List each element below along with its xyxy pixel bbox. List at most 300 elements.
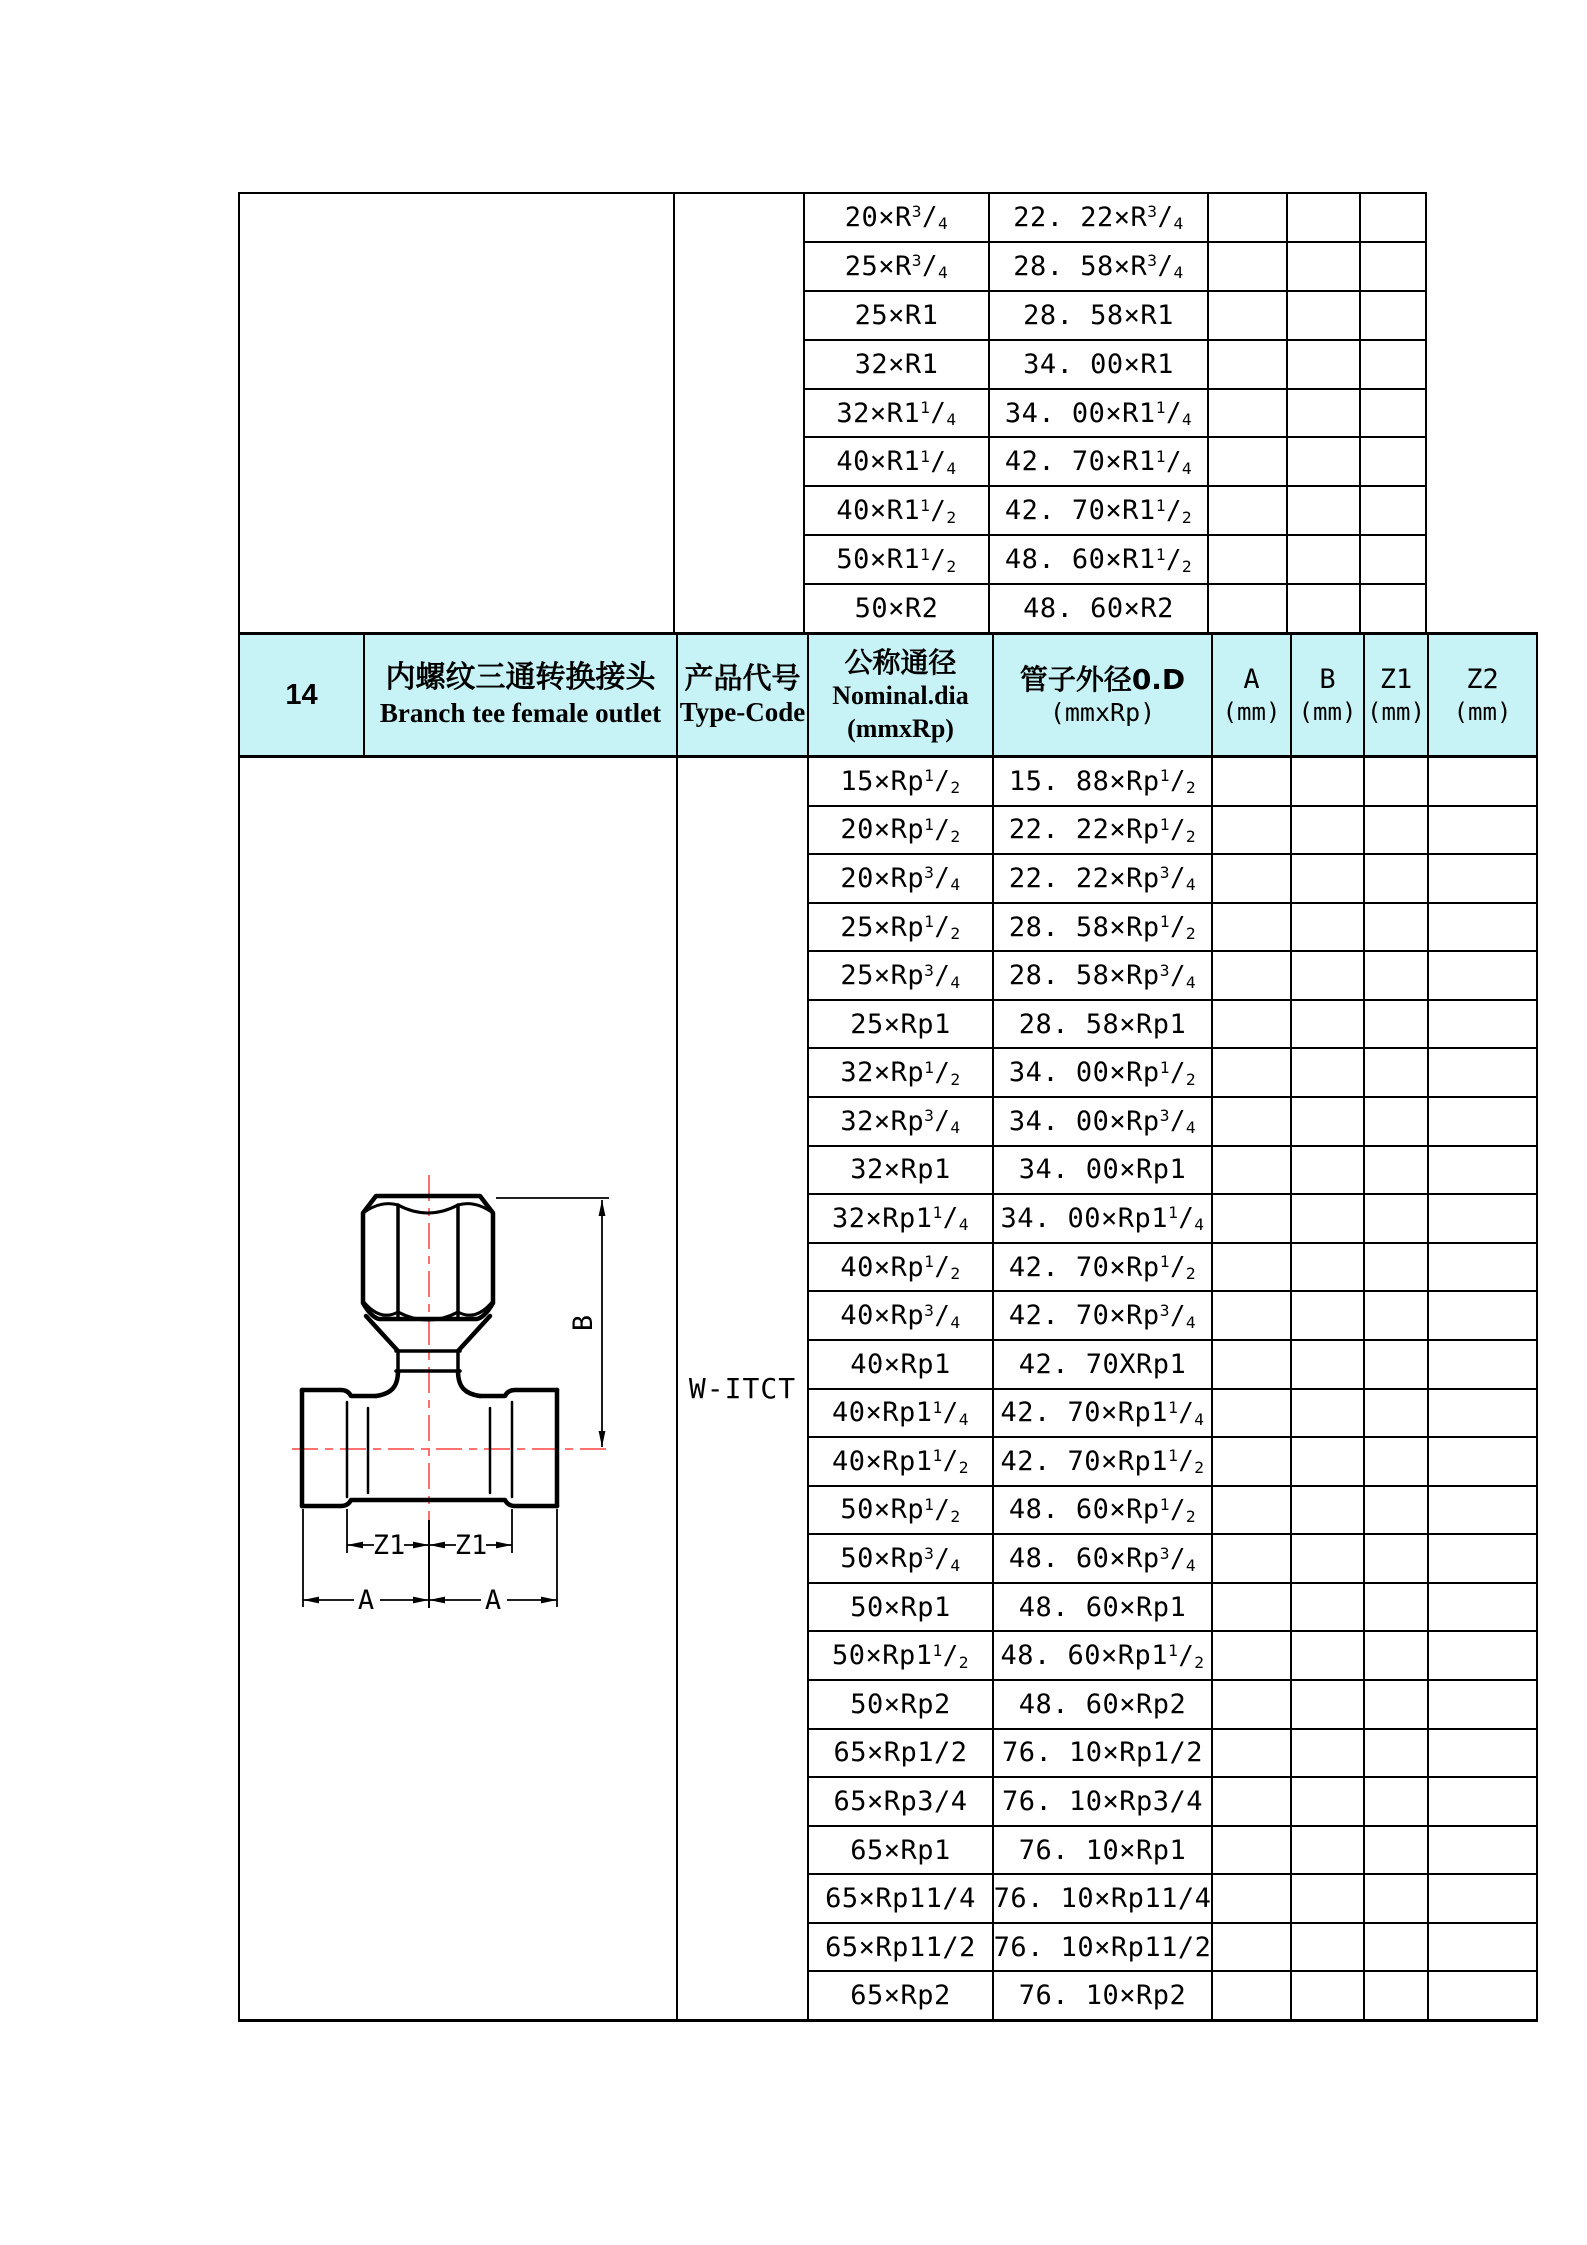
dim-b-cell: [1292, 1341, 1365, 1388]
table-row: [809, 1778, 1536, 1827]
od-cell: [994, 1778, 1213, 1825]
dim-z2-cell: [1429, 1341, 1536, 1388]
od-cell: [994, 1730, 1213, 1777]
dim-b-cell: [1288, 292, 1361, 339]
nominal-value: 65×Rp2: [850, 1980, 951, 2012]
dim-b-cell: [1288, 487, 1361, 534]
item-name-en: Branch tee female outlet: [379, 697, 662, 728]
od-cell: [994, 1632, 1213, 1679]
fraction: $^1/_4$: [932, 1203, 969, 1235]
nominal-cell: [809, 807, 994, 854]
dim-z1-cell: [1365, 1535, 1429, 1582]
nominal-value: 50×Rp2: [850, 1688, 951, 1720]
dim-b-cell: [1292, 1632, 1365, 1679]
od-value: 76. 10×Rp1: [1018, 1834, 1187, 1866]
nominal-cell: [809, 758, 994, 805]
item-name-cn: 内螺纹三通转换接头: [385, 660, 656, 696]
dim-b-cell: [1292, 1827, 1365, 1874]
col-b-header: B (mm): [1292, 635, 1365, 755]
table-row: [809, 1098, 1536, 1147]
fraction: $^3/_4$: [1159, 863, 1197, 895]
dim-z2-cell: [1429, 1535, 1536, 1582]
tee-fitting-drawing: [292, 1175, 622, 1620]
fraction: $^1/_2$: [924, 911, 961, 944]
fraction: $^1/_2$: [1155, 544, 1193, 576]
fraction: $^3/_4$: [924, 1543, 961, 1575]
od-value: 34. 00×Rp: [1008, 1057, 1160, 1089]
dim-z2-cell: [1429, 1487, 1536, 1534]
fraction: $^3/_4$: [924, 960, 961, 992]
nominal-value: 40×Rp1: [832, 1397, 933, 1429]
nominal-cell: [809, 1972, 994, 2019]
dim-z1-cell: [1365, 1147, 1429, 1194]
dim-a-cell: [1209, 585, 1288, 632]
dim-a-cell: [1213, 1487, 1292, 1534]
nominal-value: 32×Rp1: [832, 1202, 933, 1234]
nominal-value: 32×Rp: [840, 1105, 925, 1137]
dim-z1-cell: [1365, 1438, 1429, 1485]
od-cell: [994, 1584, 1213, 1631]
od-cell: [994, 1049, 1213, 1096]
od-cell: [990, 341, 1209, 388]
fraction: $^3/_4$: [1147, 202, 1184, 234]
nominal-value: 40×R1: [836, 495, 921, 527]
table-row: [805, 390, 1425, 439]
type-code-cell: W-ITCT: [678, 758, 809, 2019]
dim-z1-cell: [1365, 1972, 1429, 2019]
dim-z2-cell: [1429, 1390, 1536, 1437]
nominal-value: 32×R1: [836, 397, 921, 429]
od-value: 48. 60×Rp2: [1018, 1688, 1187, 1720]
nominal-value: 40×Rp1: [832, 1445, 933, 1477]
dim-z1-cell: [1361, 194, 1425, 241]
od-cell: [994, 807, 1213, 854]
typecode-header-cn: 产品代号: [684, 661, 801, 695]
od-cell: [994, 1487, 1213, 1534]
dim-z1-cell: [1365, 1487, 1429, 1534]
table-row: [809, 1049, 1536, 1098]
drawing-cell: [240, 758, 678, 2019]
fraction: $^1/_2$: [924, 814, 961, 846]
dim-b-cell: [1292, 1244, 1365, 1291]
fraction: $^1/_2$: [1168, 1640, 1205, 1672]
nominal-cell: [809, 1875, 994, 1922]
nominal-header-cn: 公称通径: [844, 646, 957, 679]
dim-label-a-left: A: [357, 1585, 375, 1616]
dim-b-cell: [1292, 1292, 1365, 1339]
dim-a-cell: [1213, 807, 1292, 854]
nominal-cell: [805, 536, 990, 583]
nominal-value: 20×Rp: [840, 862, 925, 894]
nominal-value: 50×R1: [836, 544, 921, 576]
od-value: 42. 70×Rp1: [1000, 1445, 1169, 1477]
dim-b-cell: [1292, 1098, 1365, 1145]
nominal-header-cell: [809, 635, 994, 755]
nominal-cell: [809, 1341, 994, 1388]
dim-a-cell: [1213, 1972, 1292, 2019]
od-value: 48. 60×R2: [1023, 593, 1174, 625]
fraction: $^1/_2$: [1168, 1446, 1205, 1478]
table-row: [809, 1875, 1536, 1924]
nominal-value: 65×Rp11/4: [825, 1883, 976, 1915]
dim-z1-cell: [1361, 390, 1425, 437]
od-cell: [994, 1438, 1213, 1485]
nominal-cell: [809, 1195, 994, 1242]
od-cell: [990, 292, 1209, 339]
dim-b-cell: [1288, 194, 1361, 241]
nominal-cell: [805, 487, 990, 534]
od-cell: [994, 1147, 1213, 1194]
table-row: [809, 1632, 1536, 1681]
dim-z1-cell: [1361, 292, 1425, 339]
od-cell: [990, 536, 1209, 583]
od-value: 34. 00×Rp1: [1000, 1202, 1169, 1234]
dim-z1-cell: [1365, 1778, 1429, 1825]
od-value: 42. 70×Rp: [1008, 1251, 1160, 1283]
dim-a-cell: [1213, 1341, 1292, 1388]
nominal-cell: [809, 1292, 994, 1339]
table-row: [809, 1001, 1536, 1050]
dim-z1-cell: [1361, 341, 1425, 388]
od-value: 76. 10×Rp11/4: [994, 1883, 1212, 1915]
dim-z2-cell: [1429, 807, 1536, 854]
dim-b-cell: [1288, 390, 1361, 437]
od-value: 34. 00×Rp1: [1018, 1154, 1187, 1186]
nominal-header-unit: (mmxRp): [847, 713, 954, 743]
nominal-cell: [805, 438, 990, 485]
dim-z2-cell: [1429, 1972, 1536, 2019]
od-value: 22. 22×Rp: [1008, 814, 1160, 846]
od-value: 15. 88×Rp: [1008, 765, 1160, 797]
table-row: [805, 585, 1425, 632]
dim-b-cell: [1292, 1535, 1365, 1582]
dim-a-cell: [1213, 1147, 1292, 1194]
dim-b-cell: [1288, 341, 1361, 388]
empty-typecode-cell: [675, 194, 805, 632]
od-header-cn: 管子外径0.D: [1019, 662, 1186, 696]
dim-z1-cell: [1365, 1341, 1429, 1388]
fraction: $^3/_4$: [1159, 1106, 1197, 1138]
nominal-cell: [809, 1778, 994, 1825]
dim-b-cell: [1288, 536, 1361, 583]
dim-z2-cell: [1429, 1924, 1536, 1971]
fraction: $^1/_2$: [1159, 911, 1197, 944]
typecode-header-en: Type-Code: [679, 697, 806, 728]
nominal-cell: [809, 1632, 994, 1679]
nominal-value: 25×R: [844, 250, 912, 282]
nominal-cell: [809, 1730, 994, 1777]
dim-z2-cell: [1429, 1681, 1536, 1728]
dim-z2-cell: [1429, 1001, 1536, 1048]
fraction: $^1/_2$: [1159, 1251, 1197, 1284]
fraction: $^1/_4$: [920, 446, 957, 478]
nominal-cell: [805, 390, 990, 437]
continuation-rows: [805, 194, 1425, 632]
fraction: $^1/_2$: [932, 1640, 969, 1672]
nominal-value: 20×Rp: [840, 814, 925, 846]
table-row: [809, 1827, 1536, 1876]
dim-a-cell: [1209, 487, 1288, 534]
dim-a-cell: [1213, 1390, 1292, 1437]
dim-z1-cell: [1365, 1875, 1429, 1922]
nominal-cell: [805, 292, 990, 339]
nominal-cell: [809, 1584, 994, 1631]
table-row: [809, 1681, 1536, 1730]
nominal-cell: [809, 1001, 994, 1048]
nominal-value: 40×Rp1: [850, 1348, 951, 1380]
fraction: $^1/_2$: [924, 1251, 961, 1284]
dim-z2-cell: [1429, 1827, 1536, 1874]
od-value: 28. 58×R1: [1023, 299, 1174, 331]
fraction: $^3/_4$: [1159, 1300, 1197, 1332]
dim-z1-cell: [1365, 952, 1429, 999]
nominal-value: 50×Rp: [840, 1543, 925, 1575]
od-value: 28. 58×R: [1013, 250, 1148, 282]
dim-z2-cell: [1429, 1632, 1536, 1679]
nominal-value: 65×Rp1: [850, 1834, 951, 1866]
fraction: $^1/_2$: [1159, 1057, 1197, 1089]
dim-a-cell: [1213, 1827, 1292, 1874]
nominal-cell: [809, 904, 994, 951]
dim-z2-cell: [1429, 1098, 1536, 1145]
dim-b-cell: [1292, 758, 1365, 805]
fraction: $^1/_2$: [924, 1057, 961, 1089]
dim-z1-cell: [1361, 243, 1425, 290]
dim-z2-cell: [1429, 1778, 1536, 1825]
od-cell: [994, 1681, 1213, 1728]
dim-z1-cell: [1365, 1924, 1429, 1971]
col-z2-header: Z2 (mm): [1453, 664, 1512, 726]
dim-z1-cell: [1365, 1001, 1429, 1048]
od-value: 76. 10×Rp2: [1018, 1980, 1187, 2012]
nominal-value: 25×Rp: [840, 911, 925, 943]
dim-a-cell: [1213, 1195, 1292, 1242]
nominal-cell: [809, 1390, 994, 1437]
table-row: [805, 194, 1425, 243]
dim-a-cell: [1209, 536, 1288, 583]
nominal-value: 50×R2: [854, 593, 939, 625]
col-a-header: A (mm): [1213, 635, 1292, 755]
nominal-cell: [809, 952, 994, 999]
nominal-cell: [809, 1535, 994, 1582]
dim-z1-cell: [1365, 855, 1429, 902]
dim-label-z1-left: Z1: [372, 1530, 406, 1561]
nominal-value: 32×Rp1: [850, 1154, 951, 1186]
od-cell: [990, 243, 1209, 290]
dim-label-z1-right: Z1: [454, 1530, 488, 1561]
dim-z2-cell: [1429, 1195, 1536, 1242]
dim-z1-cell: [1365, 1292, 1429, 1339]
od-cell: [994, 1972, 1213, 2019]
dim-z2-cell: [1429, 1244, 1536, 1291]
fraction: $^3/_4$: [1159, 1543, 1197, 1575]
dim-b-cell: [1292, 952, 1365, 999]
table-row: [809, 952, 1536, 1001]
nominal-cell: [809, 1147, 994, 1194]
dim-z1-cell: [1365, 1049, 1429, 1096]
dim-a-cell: [1213, 1438, 1292, 1485]
od-cell: [994, 1001, 1213, 1048]
od-value: 34. 00×R1: [1023, 348, 1174, 380]
od-value: 48. 60×Rp: [1008, 1543, 1160, 1575]
od-value: 76. 10×Rp1/2: [1001, 1737, 1204, 1769]
dim-a-cell: [1213, 904, 1292, 951]
od-value: 48. 60×Rp1: [1018, 1591, 1187, 1623]
hex-nut: [363, 1196, 493, 1320]
dim-a-cell: [1209, 243, 1288, 290]
fraction: $^3/_4$: [911, 202, 949, 234]
table-row: [809, 1195, 1536, 1244]
dim-z2-cell: [1429, 1147, 1536, 1194]
fraction: $^1/_2$: [932, 1446, 969, 1478]
nominal-value: 50×Rp1: [850, 1591, 951, 1623]
nominal-value: 40×R1: [836, 446, 921, 478]
od-value: 42. 70×Rp1: [1000, 1397, 1169, 1429]
item-name-cell: [365, 635, 678, 755]
dim-b-cell: [1292, 1730, 1365, 1777]
fraction: $^1/_2$: [1155, 495, 1193, 527]
dim-z1-cell: [1365, 1244, 1429, 1291]
dim-label-a-right: A: [484, 1585, 502, 1616]
nominal-cell: [809, 1827, 994, 1874]
table-row: [809, 1924, 1536, 1973]
od-cell: [994, 1827, 1213, 1874]
nominal-value: 20×R: [844, 201, 912, 233]
fraction: $^1/_4$: [1168, 1203, 1205, 1235]
od-cell: [994, 1535, 1213, 1582]
dim-z2-cell: [1429, 855, 1536, 902]
item-header-row: [238, 632, 1538, 758]
od-cell: [990, 585, 1209, 632]
od-cell: [994, 1244, 1213, 1291]
table-row: [805, 292, 1425, 341]
nominal-value: 40×Rp: [840, 1251, 925, 1283]
centerlines: [292, 1175, 608, 1520]
dim-a-cell: [1213, 1924, 1292, 1971]
nominal-cell: [809, 1924, 994, 1971]
fraction: $^3/_4$: [911, 251, 949, 283]
dim-a-cell: [1213, 758, 1292, 805]
item-number: 14: [240, 635, 365, 755]
table-row: [805, 243, 1425, 292]
dim-b-cell: [1292, 1049, 1365, 1096]
table-row: [809, 1341, 1536, 1390]
nominal-value: 65×Rp11/2: [825, 1931, 976, 1963]
table-row: [805, 487, 1425, 536]
dim-b-cell: [1292, 1487, 1365, 1534]
fraction: $^1/_2$: [924, 766, 961, 798]
dim-b-cell: [1292, 807, 1365, 854]
dim-z1-cell: [1365, 1390, 1429, 1437]
od-value: 28. 58×Rp: [1008, 911, 1160, 943]
dim-z2-cell: [1429, 1438, 1536, 1485]
dim-z1-cell: [1361, 585, 1425, 632]
dim-label-b: B: [568, 1314, 599, 1332]
fraction: $^3/_4$: [1147, 251, 1184, 283]
nominal-value: 25×Rp: [840, 960, 925, 992]
branch-neck: [366, 1316, 490, 1396]
fraction: $^1/_4$: [920, 397, 957, 430]
fraction: $^1/_4$: [932, 1397, 969, 1429]
fraction: $^3/_4$: [924, 1106, 961, 1138]
dim-b-cell: [1292, 904, 1365, 951]
table-row: [809, 807, 1536, 856]
dim-a-cell: [1213, 855, 1292, 902]
dim-b-cell: [1292, 1681, 1365, 1728]
dim-z1-cell: [1365, 1584, 1429, 1631]
nominal-cell: [809, 1049, 994, 1096]
table-row: [809, 904, 1536, 953]
od-value: 42. 70×R1: [1004, 495, 1156, 527]
table-row: [809, 1730, 1536, 1779]
od-cell: [994, 855, 1213, 902]
dim-z1-cell: [1365, 1632, 1429, 1679]
nominal-cell: [805, 341, 990, 388]
fraction: $^3/_4$: [924, 1300, 961, 1332]
od-value: 76. 10×Rp11/2: [994, 1931, 1212, 1963]
nominal-cell: [809, 1487, 994, 1534]
dim-z1-cell: [1361, 487, 1425, 534]
dim-a-cell: [1213, 1244, 1292, 1291]
dim-a-cell: [1209, 438, 1288, 485]
dim-a-cell: [1213, 1292, 1292, 1339]
dim-a-cell: [1209, 341, 1288, 388]
nominal-value: 25×R1: [854, 299, 939, 331]
dim-a-cell: [1213, 1632, 1292, 1679]
fraction: $^3/_4$: [1159, 960, 1197, 992]
dim-z2-cell: [1429, 1292, 1536, 1339]
fraction: $^1/_4$: [1168, 1397, 1205, 1429]
dim-z2-cell: [1429, 1875, 1536, 1922]
nominal-cell: [809, 1438, 994, 1485]
dim-a-cell: [1213, 1535, 1292, 1582]
nominal-cell: [805, 194, 990, 241]
od-value: 42. 70×R1: [1004, 446, 1156, 478]
od-value: 48. 60×Rp: [1008, 1494, 1160, 1526]
dim-z2-cell: [1429, 758, 1536, 805]
table-row: [809, 1292, 1536, 1341]
od-value: 42. 70×Rp: [1008, 1300, 1160, 1332]
fraction: $^1/_2$: [924, 1494, 961, 1526]
od-cell: [994, 758, 1213, 805]
nominal-value: 50×Rp: [840, 1494, 925, 1526]
table-row: [809, 1390, 1536, 1439]
od-value: 34. 00×Rp: [1008, 1105, 1160, 1137]
nominal-cell: [809, 1098, 994, 1145]
dim-b-cell: [1288, 585, 1361, 632]
dim-b-cell: [1292, 1147, 1365, 1194]
dim-b-cell: [1292, 1584, 1365, 1631]
dim-b-cell: [1292, 1001, 1365, 1048]
dim-b-cell: [1292, 1195, 1365, 1242]
fraction: $^1/_4$: [1155, 446, 1193, 478]
dim-b-cell: [1292, 1875, 1365, 1922]
dim-z2-cell: [1429, 904, 1536, 951]
table-row: [809, 1535, 1536, 1584]
table-row: [809, 1972, 1536, 2019]
od-value: 76. 10×Rp3/4: [1001, 1785, 1204, 1817]
dim-a-cell: [1213, 1730, 1292, 1777]
dim-a-cell: [1213, 1584, 1292, 1631]
od-value: 22. 22×R: [1013, 201, 1148, 233]
item-body-table: [238, 758, 1538, 2022]
od-value: 48. 60×Rp1: [1000, 1640, 1169, 1672]
od-header-cell: [994, 635, 1213, 755]
od-cell: [994, 904, 1213, 951]
od-cell: [990, 487, 1209, 534]
dim-a-cell: [1209, 292, 1288, 339]
table-row: [805, 438, 1425, 487]
